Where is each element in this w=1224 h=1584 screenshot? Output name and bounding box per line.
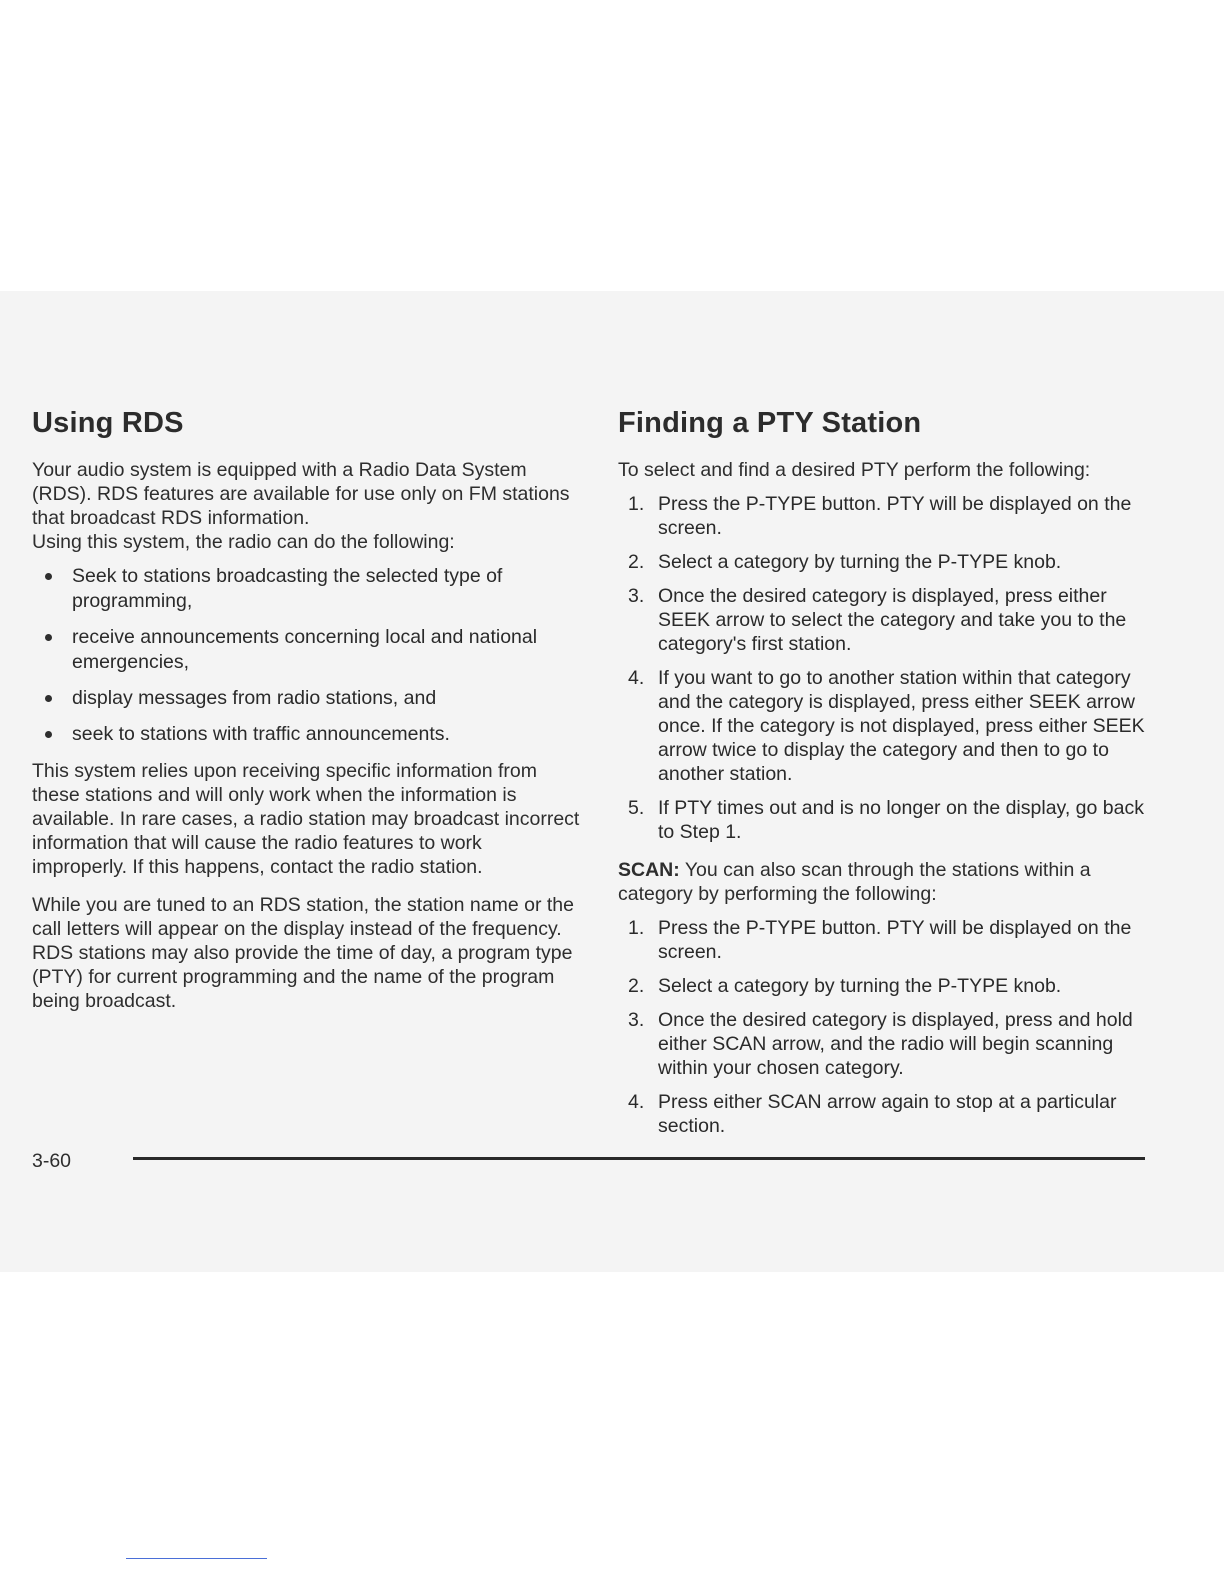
list-item	[32, 625, 580, 675]
page-number: 3-60	[32, 1150, 72, 1172]
list-item	[32, 564, 580, 614]
step-item	[618, 796, 1158, 844]
list-item	[32, 686, 580, 711]
pty-steps-list	[618, 492, 1158, 844]
step-text: Select a category by turning the P-TYPE knob.	[658, 550, 1062, 573]
step-item	[618, 916, 1158, 964]
step-number: 2.	[628, 974, 645, 997]
step-text: Press the P-TYPE button. PTY will be displayed on the screen.	[658, 492, 1132, 539]
scan-steps-list	[618, 916, 1158, 1138]
step-text: Once the desired category is displayed, press and hold either SCAN arrow, and the radio will begin scanning within your chosen category.	[658, 1008, 1133, 1079]
step-item	[618, 974, 1158, 998]
step-number: 2.	[628, 550, 645, 573]
step-text: Once the desired category is displayed, press either SEEK arrow to select the category and take you to the category's first station.	[658, 584, 1127, 655]
paragraph-rds-capabilities: Using this system, the radio can do the following:	[32, 530, 455, 553]
step-number: 4.	[628, 666, 645, 689]
step-number: 1.	[628, 916, 645, 939]
right-column	[618, 408, 1158, 1152]
bullet-icon	[45, 634, 52, 641]
footer-divider	[133, 1157, 1145, 1160]
link-underline	[126, 1558, 267, 1559]
step-item	[618, 550, 1158, 574]
paragraph-scan-intro	[618, 858, 1158, 906]
left-column	[32, 408, 580, 1027]
bullet-icon	[45, 695, 52, 702]
step-number: 1.	[628, 492, 645, 515]
step-item	[618, 1090, 1158, 1138]
section-title-using-rds: Using RDS	[32, 407, 184, 439]
list-item-text: Seek to stations broadcasting the selected type of programming,	[72, 564, 503, 612]
step-text: Select a category by turning the P-TYPE knob.	[658, 974, 1062, 997]
section-title-finding-pty: Finding a PTY Station	[618, 407, 922, 439]
step-text: Press the P-TYPE button. PTY will be displayed on the screen.	[658, 916, 1132, 963]
bullet-icon	[45, 573, 52, 580]
list-item-text: receive announcements concerning local and national emergencies,	[72, 625, 538, 673]
list-item	[32, 722, 580, 747]
paragraph-rds-intro: Your audio system is equipped with a Radio Data System (RDS). RDS features are available for use only on FM stations that broadcast RDS information.	[32, 458, 570, 529]
step-item	[618, 666, 1158, 786]
list-item-text: display messages from radio stations, and	[72, 686, 437, 709]
paragraph-rds-reliability: This system relies upon receiving specific information from these stations and will only work when the information is available. In rare cases, a radio station may broadcast incorrect information that will cause the radio features to work improperly. If this happens, contact the radio station.	[32, 759, 580, 878]
step-number: 3.	[628, 1008, 645, 1031]
paragraph-rds-display: While you are tuned to an RDS station, the station name or the call letters will appear on the display instead of the frequency. RDS stations may also provide the time of day, a program type (PTY) for current programming and the name of the program being broadcast.	[32, 893, 574, 1012]
bullet-icon	[45, 731, 52, 738]
step-text: If PTY times out and is no longer on the display, go back to Step 1.	[658, 796, 1144, 843]
step-number: 3.	[628, 584, 645, 607]
step-number: 5.	[628, 796, 645, 819]
step-item	[618, 1008, 1158, 1080]
rds-feature-list	[32, 564, 580, 747]
step-text: If you want to go to another station within that category and the category is displayed, press either SEEK arrow once. If the category is not displayed, press either SEEK arrow twice to display the category and then to go to another station.	[658, 666, 1145, 785]
list-item-text: seek to stations with traffic announcements.	[72, 722, 450, 745]
step-number: 4.	[628, 1090, 645, 1113]
scan-label: SCAN:	[618, 858, 680, 881]
step-text: Press either SCAN arrow again to stop at a particular section.	[658, 1090, 1117, 1137]
paragraph-pty-intro: To select and find a desired PTY perform the following:	[618, 458, 1091, 481]
scan-text: You can also scan through the stations within a category by performing the following:	[618, 858, 1091, 905]
step-item	[618, 492, 1158, 540]
step-item	[618, 584, 1158, 656]
